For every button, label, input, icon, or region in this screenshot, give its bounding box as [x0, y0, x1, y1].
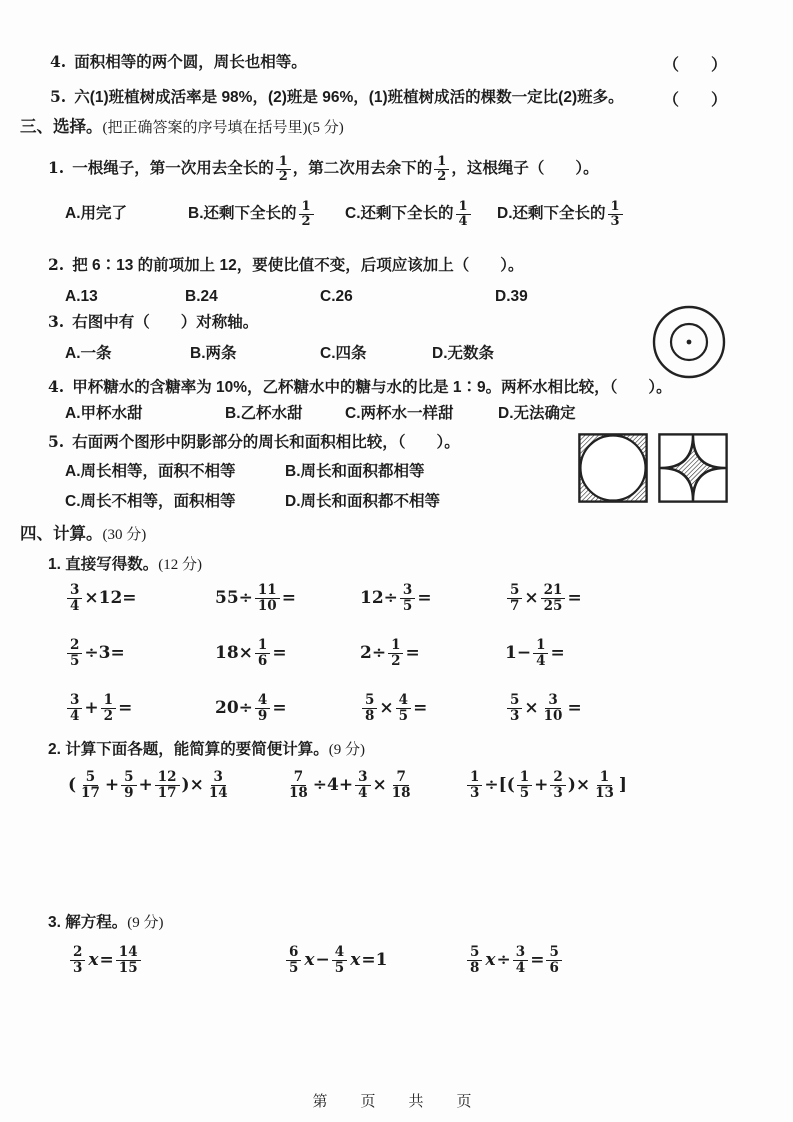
simplify-expr-row — [68, 763, 685, 807]
calc-item: $\frac{5}{8}$ × $\frac{4}{5}$ = — [360, 690, 505, 726]
option-a: A.一条 — [65, 345, 112, 362]
judge-item-5 — [50, 87, 624, 108]
expression: $\frac{1}{3}$ ÷[( $\frac{1}{5}$ + $\frac{2}{3}$ )× $\frac{1}{13}$ ] — [465, 763, 685, 807]
inscribed-circle — [580, 435, 645, 500]
option-d: D.周长和面积都不相等 — [285, 493, 441, 510]
option-c: C.26 — [320, 288, 353, 305]
equation: $\frac{2}{3}$ x = $\frac{14}{15}$ — [68, 938, 284, 982]
judge-item-4 — [50, 52, 307, 73]
item-number: 4. — [50, 52, 67, 71]
sub-label: 1. 直接写得数。 — [48, 556, 159, 573]
page-footer: 第 页 共 页 — [312, 1093, 481, 1110]
calc-item: 1− $\frac{1}{4}$ = — [505, 637, 565, 669]
option-c: C.周长不相等，面积相等 — [65, 493, 236, 510]
calc-sub2-heading — [48, 740, 365, 760]
question-number: 1. — [48, 158, 65, 177]
question-stem: 右面两个图形中阴影部分的周长和面积相比较，（ ）。 — [72, 434, 460, 451]
option-b: B.还剩下全长的 $\frac{1}{2}$ — [188, 196, 316, 232]
option-d: D.39 — [495, 288, 528, 305]
option-b: B.乙杯水甜 — [225, 405, 303, 422]
choice-question-4 — [48, 377, 672, 398]
choice-question-2 — [48, 255, 523, 276]
question-number: 3. — [48, 312, 65, 331]
sub-note: (12 分) — [158, 557, 202, 573]
calc-sub1-heading — [48, 555, 202, 575]
option-a: A.用完了 — [65, 205, 128, 222]
section-title: 四、计算。 — [20, 525, 103, 543]
option-c: C.还剩下全长的 $\frac{1}{4}$ — [345, 196, 473, 232]
calc-item: 12÷ $\frac{3}{5}$ = — [360, 582, 432, 614]
section-title: 三、选择。 — [20, 118, 103, 136]
option-d: D.还剩下全长的 $\frac{1}{3}$ — [497, 196, 625, 232]
choice-question-5 — [48, 432, 460, 453]
calc-item: 55÷ $\frac{11}{10}$ = — [215, 582, 296, 614]
sub-note: (9 分) — [127, 915, 164, 931]
option-a: A.周长相等，面积不相等 — [65, 463, 236, 480]
sub-note: (9 分) — [328, 742, 365, 758]
choice-question-3 — [48, 312, 258, 333]
option-c: C.四条 — [320, 345, 367, 362]
choice-question-1 — [48, 150, 599, 187]
concentric-circles-figure — [650, 303, 730, 383]
question-stem: 一根绳子，第一次用去全长的 $\frac{1}{2}$ ，第二次用去余下的 $\frac{1}{2}$ ，这根绳子（ ）。 — [72, 153, 599, 184]
option-b: B.24 — [185, 288, 218, 305]
calc-item: $\frac{3}{4}$ + $\frac{1}{2}$ = — [65, 690, 215, 726]
section-calc-heading — [20, 524, 146, 545]
calc-item: 20÷ $\frac{4}{9}$ = — [215, 692, 287, 724]
sub-label: 2. 计算下面各题，能简算的要简便计算。 — [48, 741, 329, 758]
equation-row — [68, 938, 685, 982]
calc-item: $\frac{5}{7}$ × $\frac{21}{25}$ = — [505, 580, 675, 616]
option-d: D.无法确定 — [498, 405, 576, 422]
option-a: A.甲杯水甜 — [65, 405, 143, 422]
question-number: 2. — [48, 255, 65, 274]
center-dot — [687, 340, 692, 345]
question-stem: 甲杯糖水的含糖率为 10%，乙杯糖水中的糖与水的比是 1∶9。两杯水相比较，（ ）。 — [72, 379, 672, 396]
calc-item: 2÷ $\frac{1}{2}$ = — [360, 637, 420, 669]
sub-label: 3. 解方程。 — [48, 914, 128, 931]
judge-item-text: 面积相等的两个圆，周长也相等。 — [74, 54, 307, 71]
option-d: D.无数条 — [432, 345, 495, 362]
calc-item: $\frac{5}{3}$ × $\frac{3}{10}$ = — [505, 690, 675, 726]
question-stem: 右图中有（ ）对称轴。 — [72, 314, 259, 331]
calc-item: $\frac{2}{5}$ ÷3= — [65, 635, 215, 671]
answer-blank: （ ） — [663, 57, 728, 74]
calc-item: $\frac{3}{4}$ ×12= — [65, 580, 215, 616]
option-c: C.两杯水一样甜 — [345, 405, 454, 422]
option-b: B.两条 — [190, 345, 237, 362]
expression: $\frac{7}{18}$ ÷4+ $\frac{3}{4}$ × $\frac{7}{18}$ — [289, 769, 411, 801]
question-stem: 把 6∶13 的前项加上 12，要使比值不变，后项应该加上（ ）。 — [72, 257, 524, 274]
equation: $\frac{6}{5}$ x − $\frac{4}{5}$ x =1 — [284, 938, 465, 982]
direct-calc-grid — [65, 580, 675, 726]
option-b: B.周长和面积都相等 — [285, 463, 425, 480]
question-number: 5. — [48, 432, 65, 451]
option-a: A.13 — [65, 288, 98, 305]
expression: ( $\frac{5}{17}$ + $\frac{5}{9}$ + $\frac{12}{17}$ )× $\frac{3}{14}$ — [68, 769, 228, 801]
square-inscribed-circle-figure — [578, 432, 648, 504]
equation: $\frac{5}{8}$ x ÷ $\frac{3}{4}$ = $\frac{5}{6}$ — [465, 938, 685, 982]
square-star-figure — [658, 432, 728, 504]
item-number: 5. — [50, 87, 67, 106]
calc-sub3-heading — [48, 913, 163, 933]
judge-item-text: 六(1)班植树成活率是 98%，(2)班是 96%，(1)班植树成活的棵数一定比(2)班多。 — [74, 89, 624, 106]
question-number: 4. — [48, 377, 65, 396]
section-choice-heading — [20, 117, 344, 138]
answer-blank: （ ） — [663, 92, 728, 109]
section-note: (30 分) — [102, 527, 147, 543]
calc-item: 18× $\frac{1}{6}$ = — [215, 637, 287, 669]
section-note: (把正确答案的序号填在括号里)(5 分) — [102, 120, 344, 136]
